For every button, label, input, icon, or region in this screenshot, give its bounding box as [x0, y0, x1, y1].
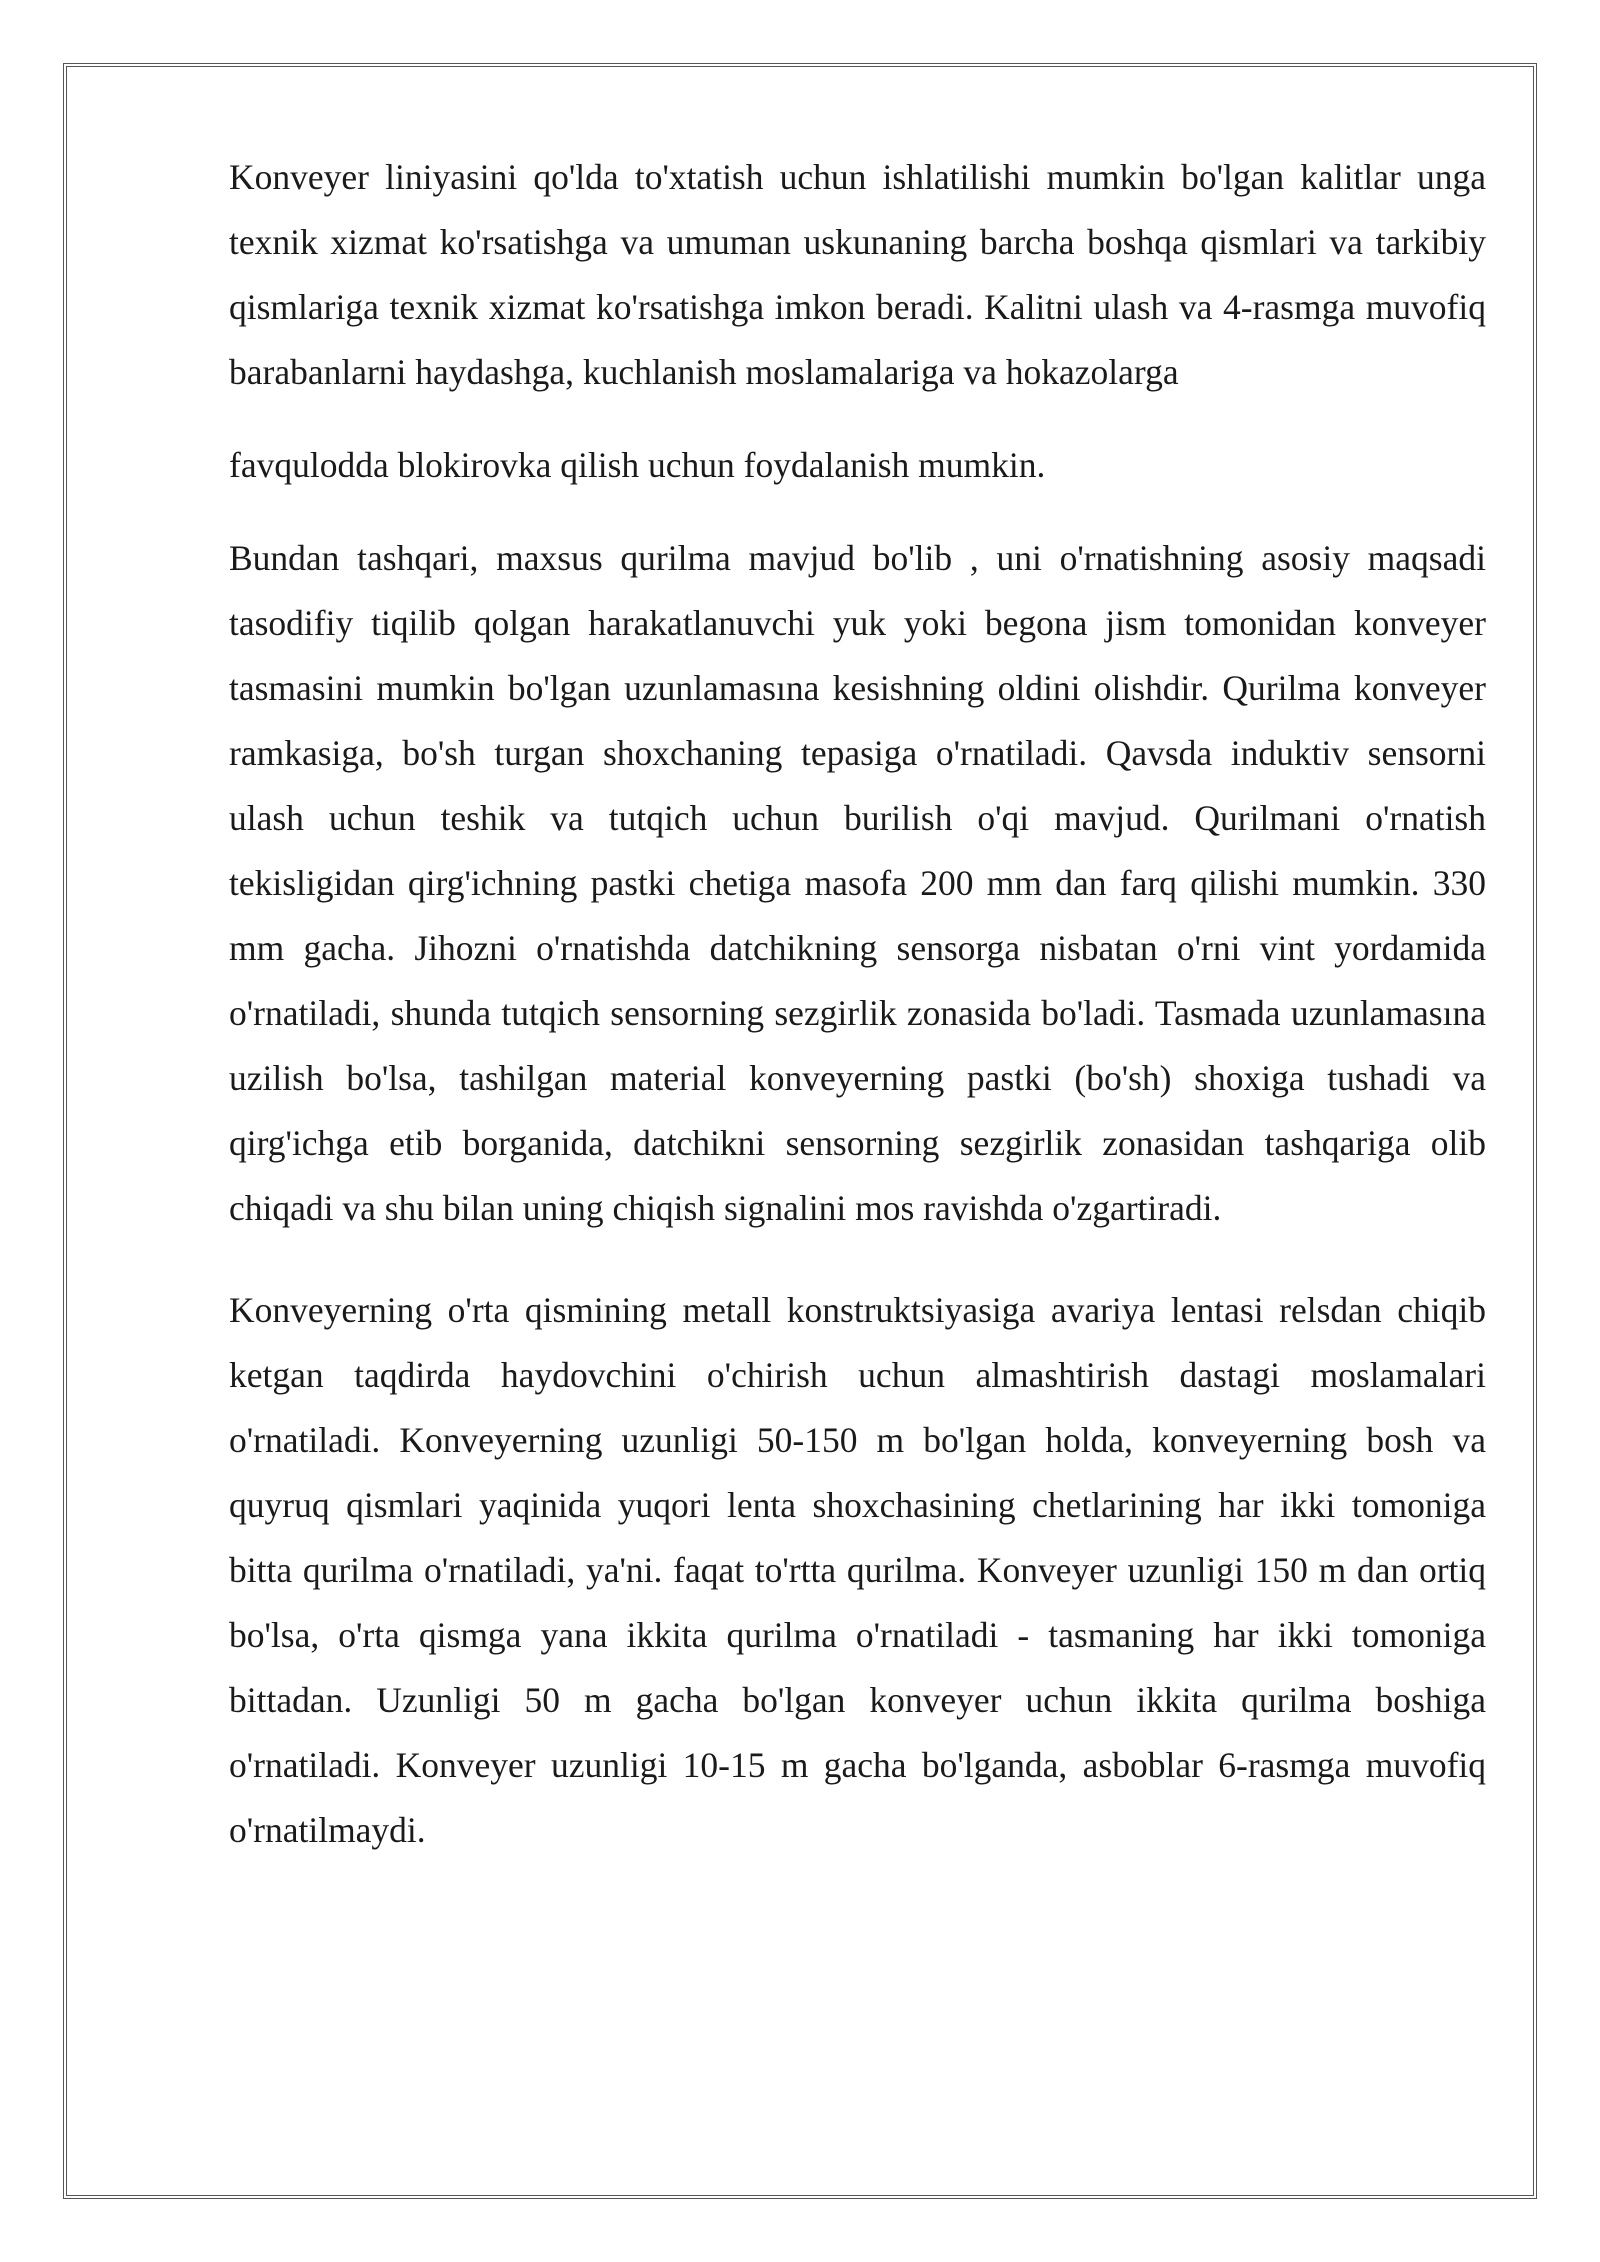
- document-body: [229, 145, 1486, 1863]
- paragraph-3: Konveyerning o'rta qismining metall konstruktsiyasiga avariya lentasi relsdan chiqib ketgan taqdirda haydovchini o'chirish uchun almashtirish dastagi moslamalari o'rnatiladi. Konveyerning uzunligi 50-150 m bo'lgan holda, konveyerning bosh va quyruq qismlari yaqinida yuqori lenta shoxchasining chetlarining har ikki tomoniga bitta qurilma o'rnatiladi, ya'ni. faqat to'rtta qurilma. Konveyer uzunligi 150 m dan ortiq bo'lsa, o'rta qismga yana ikkita qurilma o'rnatiladi - tasmaning har ikki tomoniga bittadan. Uzunligi 50 m gacha bo'lgan konveyer uchun ikkita qurilma boshiga o'rnatiladi. Konveyer uzunligi 10-15 m gacha bo'lganda, asboblar 6-rasmga muvofiq o'rnatilmaydi.: [229, 1290, 1486, 1850]
- paragraph-1: Konveyer liniyasini qo'lda to'xtatish uchun ishlatilishi mumkin bo'lgan kalitlar unga texnik xizmat ko'rsatishga va umuman uskunaning barcha boshqa qismlari va tarkibiy qismlariga texnik xizmat ko'rsatishga imkon beradi. Kalitni ulash va 4-rasmga muvofiq barabanlarni haydashga, kuchlanish moslamalariga va hokazolarga: [229, 157, 1486, 392]
- paragraph-2: Bundan tashqari, maxsus qurilma mavjud bo'lib , uni o'rnatishning asosiy maqsadi tasodifiy tiqilib qolgan harakatlanuvchi yuk yoki begona jism tomonidan konveyer tasmasini mumkin bo'lgan uzunlamasına kesishning oldini olishdir. Qurilma konveyer ramkasiga, bo'sh turgan shoxchaning tepasiga o'rnatiladi. Qavsda induktiv sensorni ulash uchun teshik va tutqich uchun burilish o'qi mavjud. Qurilmani o'rnatish tekisligidan qirg'ichning pastki chetiga masofa 200 mm dan farq qilishi mumkin. 330 mm gacha. Jihozni o'rnatishda datchikning sensorga nisbatan o'rni vint yordamida o'rnatiladi, shunda tutqich sensorning sezgirlik zonasida bo'ladi. Tasmada uzunlamasına uzilish bo'lsa, tashilgan material konveyerning pastki (bo'sh) shoxiga tushadi va qirg'ichga etib borganida, datchikni sensorning sezgirlik zonasidan tashqariga olib chiqadi va shu bilan uning chiqish signalini mos ravishda o'zgartiradi.: [229, 538, 1486, 1228]
- paragraph-1-continuation: favqulodda blokirovka qilish uchun foydalanish mumkin.: [229, 445, 1046, 485]
